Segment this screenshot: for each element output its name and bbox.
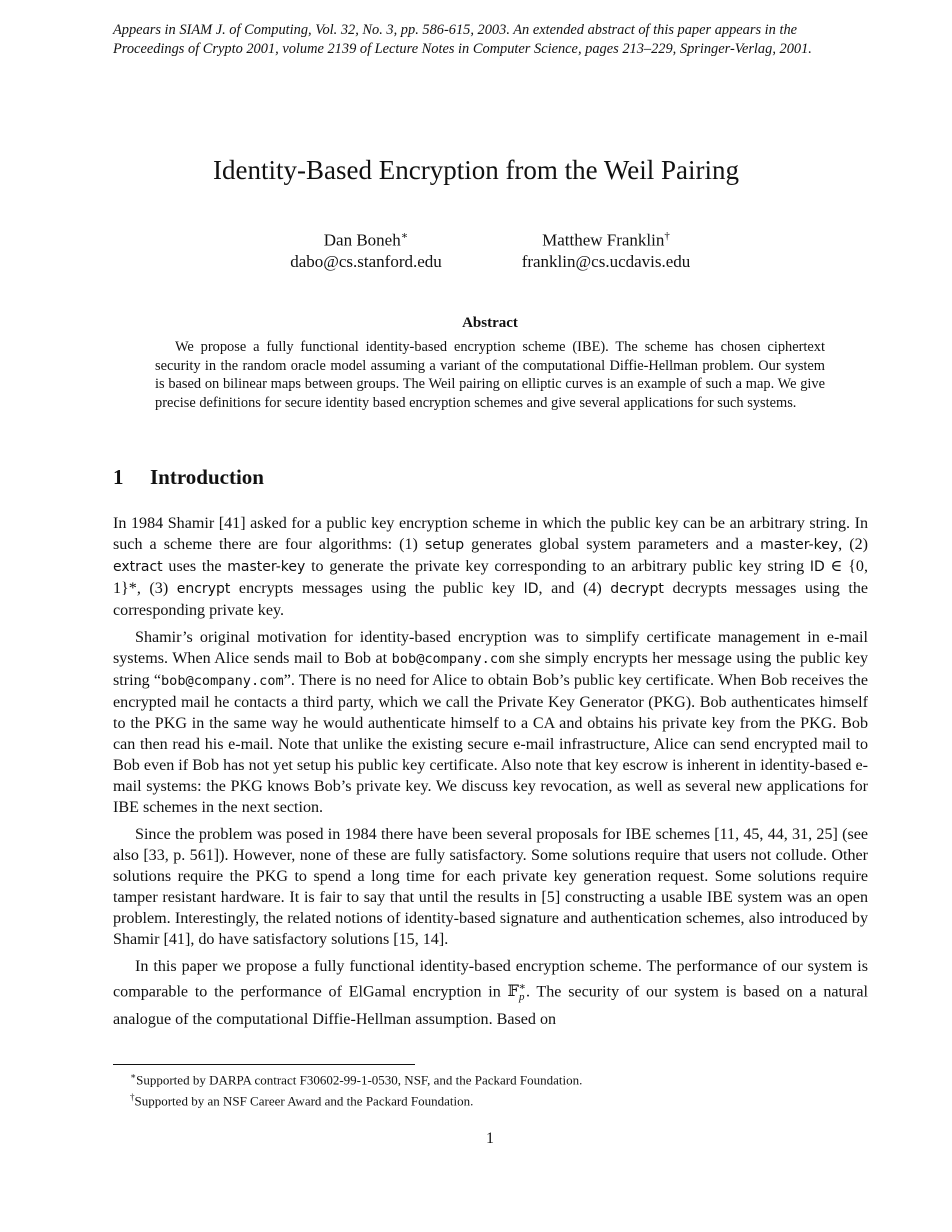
- section-title: Introduction: [150, 465, 264, 489]
- section-number: 1: [113, 465, 124, 489]
- footnotes: [130, 1068, 582, 1110]
- email-address: bob@company.com: [391, 651, 515, 667]
- page-number: 1: [486, 1130, 494, 1147]
- author-2: [500, 226, 712, 272]
- footnote-mark: ∗: [400, 230, 409, 242]
- footnote-1: ∗Supported by DARPA contract F30602-99-1-0530, NSF, and the Packard Foundation.: [130, 1071, 583, 1088]
- email-address: bob@company.com: [160, 673, 284, 689]
- paragraph-1: In 1984 Shamir [41] asked for a public key encryption scheme in which the public key can be an arbitrary string. In such a scheme there are four algorithms: (1) setup generates global system parameters and a master-key, (2) extract uses the master-key to generate the private key corresponding to an arbitrary public key string ID ∈ {0, 1}*, (3) encrypt encrypts messages using the public key ID, and (4) decrypt decrypts messages using the corresponding private key.: [113, 515, 869, 619]
- identity-symbol: ID: [523, 581, 539, 597]
- algorithm-name: extract: [113, 559, 163, 575]
- paragraph-3: Since the problem was posed in 1984 there have been several proposals for IBE schemes [11, 45, 44, 31, 25] (see also [33, p. 561]). However, none of these are fully satisfactory. Some solutions require that users not collude. Other solutions require the PKG to spend a long time for each private key generation request. Some solutions require tamper resistant hardware. It is fair to say that until the results in [5] constructing a usable IBE system was an open problem. Interestingly, the related notions of identity-based signature and authentication schemes, also introduced by Shamir [41], do have satisfactory solutions [15, 14].: [113, 826, 868, 948]
- body-text: [113, 513, 868, 1036]
- footnote-divider: [113, 1064, 415, 1065]
- author-email: franklin@cs.ucdavis.edu: [521, 251, 691, 271]
- paragraph-4: In this paper we propose a fully functional identity-based encryption scheme. The performance of our system is comparable to the performance of ElGamal encryption in 𝔽$_p$∗. The security of our system is based on a natural analogue of the computational Diffie-Hellman assumption. Based on: [113, 958, 869, 1028]
- footnote-2: †Supported by an NSF Career Award and the Packard Foundation.: [130, 1091, 474, 1109]
- identity-symbol: ID: [809, 559, 825, 575]
- algorithm-name: decrypt: [610, 581, 664, 597]
- field-symbol: 𝔽$_p$∗: [507, 981, 526, 1004]
- abstract-text: We propose a fully functional identity-based encryption scheme (IBE). The scheme has chosen ciphertext security in the random oracle model assuming a variant of the computational Diffie-Hellman problem. Our system is based on bilinear maps between groups. The Weil pairing on elliptic curves is an example of such a map. We give precise definitions for secure identity based encryption schemes and give several applications for such systems.: [155, 339, 825, 411]
- algorithm-name: setup: [424, 537, 465, 553]
- author-1: [268, 226, 464, 272]
- publication-note: Appears in SIAM J. of Computing, Vol. 32, No. 3, pp. 586-615, 2003. An extended abstract of this paper appears in the Proceedings of Crypto 2001, volume 2139 of Lecture Notes in Computer Science, pages 213–229, Springer-Verlag, 2001.: [113, 22, 812, 57]
- author-email: dabo@cs.stanford.edu: [290, 251, 442, 271]
- author-name: Dan Boneh: [323, 230, 401, 250]
- author-name: Matthew Franklin: [542, 230, 665, 250]
- section-heading: [113, 465, 264, 490]
- paper-title: Identity-Based Encryption from the Weil Pairing: [213, 155, 739, 185]
- abstract-heading: Abstract: [462, 315, 518, 331]
- algorithm-name: master-key: [760, 537, 839, 553]
- algorithm-name: encrypt: [176, 581, 231, 597]
- footnote-mark: †: [664, 230, 670, 242]
- algorithm-name: master-key: [227, 559, 306, 575]
- paragraph-2: Shamir’s original motivation for identity-based encryption was to simplify certificate management in e-mail systems. When Alice sends mail to Bob at bob@company.com she simply encrypts her message using the public key string “bob@company.com”. There is no need for Alice to obtain Bob’s public key certificate. When Bob receives the encrypted mail he contacts a third party, which we call the Private Key Generator (PKG). Bob authenticates himself to the PKG in the same way he would authenticate himself to a CA and obtains his private key from the PKG. Bob can then read his e-mail. Note that unlike the existing secure e-mail infrastructure, Alice can send encrypted mail to Bob even if Bob has not yet setup his public key certificate. Also note that key escrow is inherent in identity-based e-mail systems: the PKG knows Bob’s private key. We discuss key revocation, as well as several new applications for IBE schemes in the next section.: [113, 629, 869, 816]
